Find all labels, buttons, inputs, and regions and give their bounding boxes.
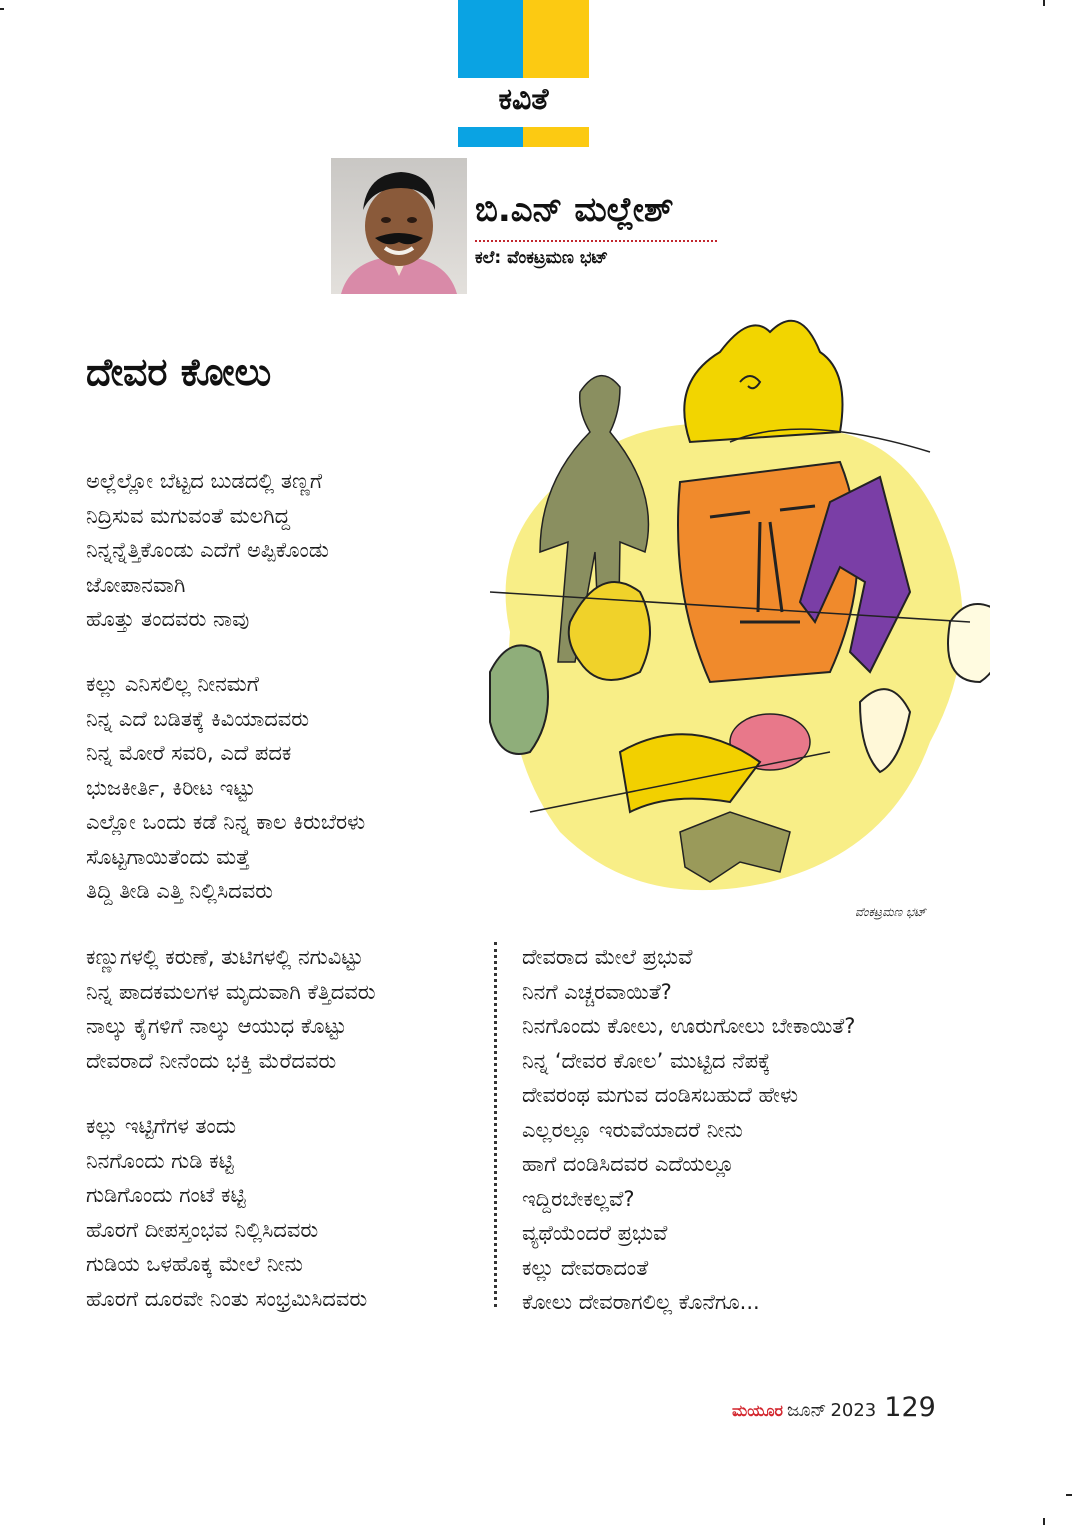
poem-line: ನಿನ್ನ ಎದೆ ಬಡಿತಕ್ಕೆ ಕಿವಿಯಾದವರು <box>86 706 310 731</box>
author-photo <box>331 158 467 294</box>
issue-month: ಜೂನ್‌ <box>787 1400 827 1421</box>
poem-line: ಹಾಗೆ ದಂಡಿಸಿದವರ ಎದೆಯಲ್ಲೂ <box>522 1152 735 1176</box>
page-number: 129 <box>884 1392 936 1423</box>
author-divider <box>475 240 717 242</box>
poem-line: ಭುಜಕೀರ್ತಿ, ಕಿರೀಟ ಇಟ್ಟು <box>86 775 256 800</box>
section-tag-yellow-block <box>523 0 589 78</box>
crop-mark <box>1066 1494 1072 1496</box>
poem-line: ದೇವರಾದೆ ನೀನೆಂದು ಭಕ್ತಿ ಮೆರೆದವರು <box>86 1048 337 1073</box>
crop-mark <box>1043 0 1045 6</box>
section-tag <box>458 0 589 148</box>
poem-line: ಅಲ್ಲೆಲ್ಲೋ ಬೆಟ್ಟದ ಬುಡದಲ್ಲಿ ತಣ್ಣಗೆ <box>86 469 323 493</box>
poem-line: ಇದ್ದಿರಬೇಕಲ್ಲವೆ? <box>522 1186 635 1211</box>
column-divider <box>494 942 497 1307</box>
poem-line: ಎಲ್ಲೋ ಒಂದು ಕಡೆ ನಿನ್ನ ಕಾಲ ಕಿರುಬೆರಳು <box>86 810 366 834</box>
poem-line: ವ್ಯಥೆಯೆಂದರೆ ಪ್ರಭುವೆ <box>522 1221 668 1245</box>
poem-line: ನಾಲ್ಕು ಕೈಗಳಿಗೆ ನಾಲ್ಕು ಆಯುಧ ಕೊಟ್ಟು <box>86 1014 347 1038</box>
poem-line: ನಿನ್ನನ್ನೆತ್ತಿಕೊಂಡು ಎದೆಗೆ ಅಪ್ಪಿಕೊಂಡು <box>86 538 329 562</box>
stanza-3 <box>86 940 376 1078</box>
poem-line: ದೇವರಂಥ ಮಗುವ ದಂಡಿಸಬಹುದೆ ಹೇಳು <box>522 1083 799 1107</box>
poem-illustration <box>470 292 990 932</box>
poem-line: ನಿನಗೊಂದು ಗುಡಿ ಕಟ್ಟಿ <box>86 1148 234 1173</box>
poem-line: ನಿನಗೊಂದು ಕೋಲು, ಊರುಗೋಲು ಬೇಕಾಯಿತೆ? <box>522 1014 856 1038</box>
section-tag-yellow-bar <box>523 127 589 147</box>
stanza-1 <box>86 464 329 637</box>
poem-line: ಹೊರಗೆ ದೂರವೇ ನಿಂತು ಸಂಭ್ರಮಿಸಿದವರು <box>86 1286 368 1311</box>
page-footer <box>732 1392 936 1423</box>
issue-year: 2023 <box>830 1400 877 1421</box>
poem-line: ಕಲ್ಲು ಎನಿಸಲಿಲ್ಲ ನೀನಮಗೆ <box>86 672 259 696</box>
section-label: ಕವಿತೆ <box>498 82 549 117</box>
poem-title: ದೇವರ ಕೋಲು <box>86 350 272 394</box>
poem-line: ಕೋಲು ದೇವರಾಗಲಿಲ್ಲ ಕೊನೆಗೂ... <box>522 1290 760 1314</box>
poem-line: ನಿನ್ನ ‘ದೇವರ ಕೋಲ’ ಮುಟ್ಟಿದ ನೆಪಕ್ಕೆ <box>522 1048 771 1073</box>
section-tag-blue-bar <box>458 127 523 147</box>
author-name: ಬಿ.ಎನ್‌ ಮಲ್ಲೇಶ್ <box>475 190 674 230</box>
crop-mark <box>0 8 4 10</box>
stanza-4 <box>86 1109 367 1316</box>
stanza-2 <box>86 667 365 909</box>
poem-line: ದೇವರಾದ ಮೇಲೆ ಪ್ರಭುವೆ <box>522 945 693 969</box>
poem-line: ಗುಡಿಗೊಂದು ಗಂಟೆ ಕಟ್ಟಿ <box>86 1183 246 1207</box>
stanza-5 <box>522 940 855 1320</box>
crop-mark <box>1043 1518 1045 1525</box>
poem-line: ಎಲ್ಲರಲ್ಲೂ ಇರುವೆಯಾದರೆ ನೀನು <box>522 1117 743 1142</box>
magazine-name: ಮಯೂರ <box>732 1401 784 1420</box>
poem-line: ಹೊತ್ತು ತಂದವರು ನಾವು <box>86 607 250 631</box>
poem-line: ಕಣ್ಣುಗಳಲ್ಲಿ ಕರುಣೆ, ತುಟಿಗಳಲ್ಲಿ ನಗುವಿಟ್ಟು <box>86 945 364 969</box>
poem-line: ಗುಡಿಯ ಒಳಹೊಕ್ಕ ಮೇಲೆ ನೀನು <box>86 1252 303 1276</box>
poem-line: ತಿದ್ದಿ ತೀಡಿ ಎತ್ತಿ ನಿಲ್ಲಿಸಿದವರು <box>86 879 273 903</box>
art-credit: ಕಲೆ: ವೆಂಕಟ್ರಮಣ ಭಟ್ <box>475 248 609 268</box>
poem-line: ಸೊಟ್ಟಗಾಯಿತೆಂದು ಮತ್ತೆ <box>86 844 250 869</box>
poem-line: ನಿನ್ನ ಮೋರೆ ಸವರಿ, ಎದೆ ಪದಕ <box>86 741 292 765</box>
poem-line: ಕಲ್ಲು ಇಟ್ಟಿಗೆಗಳ ತಂದು <box>86 1114 237 1138</box>
illustration-signature: ವೆಂಕಟ್ರಮಣ ಭಟ್ <box>855 905 926 919</box>
poem-line: ನಿನ್ನ ಪಾದಕಮಲಗಳ ಮೃದುವಾಗಿ ಕೆತ್ತಿದವರು <box>86 979 376 1004</box>
poem-line: ನಿನಗೆ ಎಚ್ಚರವಾಯಿತೆ? <box>522 979 672 1004</box>
poem-line: ಕಲ್ಲು ದೇವರಾದಂತೆ <box>522 1255 649 1280</box>
poem-line: ಜೋಪಾನವಾಗಿ <box>86 572 186 597</box>
section-tag-blue-block <box>458 0 523 78</box>
poem-line: ಹೊರಗೆ ದೀಪಸ್ತಂಭವ ನಿಲ್ಲಿಸಿದವರು <box>86 1217 319 1242</box>
poem-line: ನಿದ್ರಿಸುವ ಮಗುವಂತೆ ಮಲಗಿದ್ದ <box>86 503 291 528</box>
